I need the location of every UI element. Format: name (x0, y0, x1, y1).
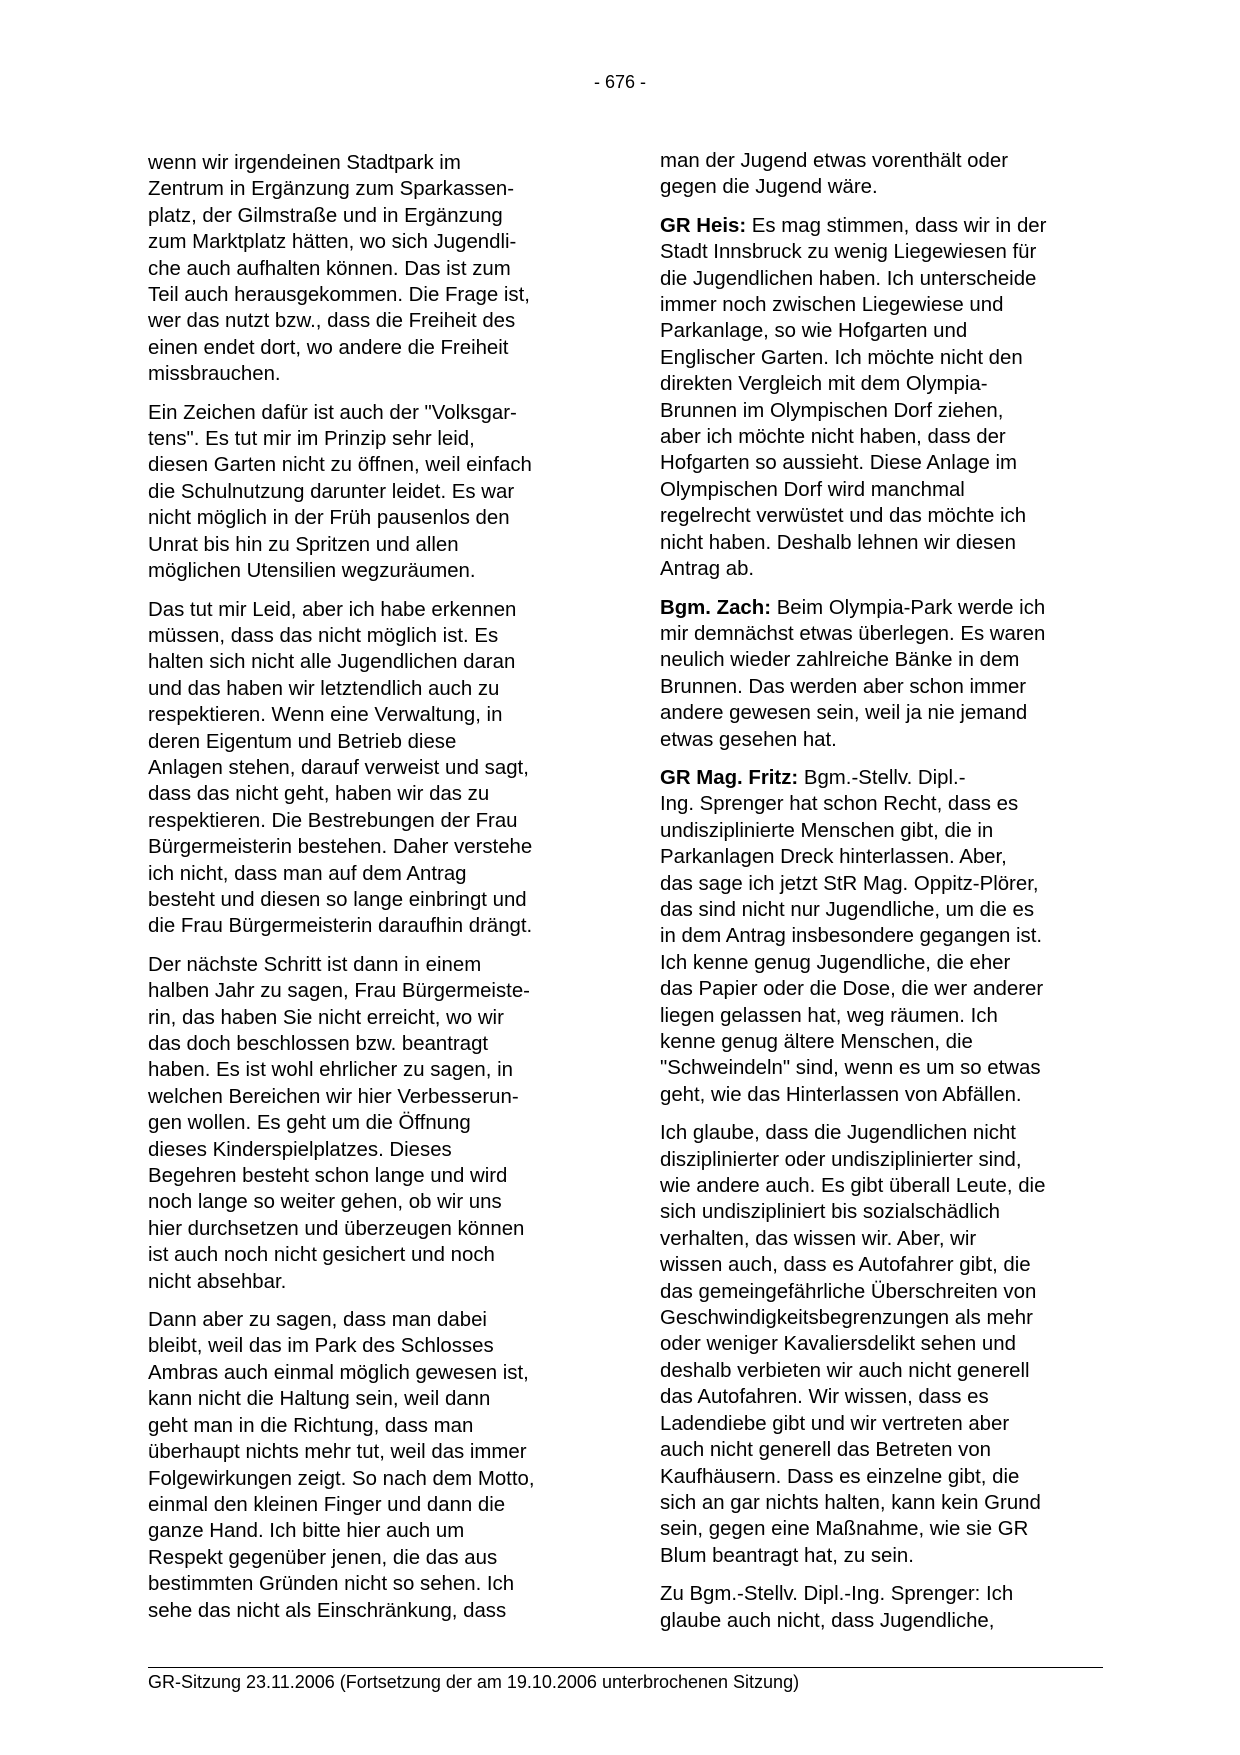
text-line: hier durchsetzen und überzeugen können (148, 1217, 525, 1240)
text-line: gegen die Jugend wäre. (660, 176, 878, 199)
text-line: die Schulnutzung darunter leidet. Es war (148, 480, 515, 503)
text-line: sich an gar nichts halten, kann kein Grund (660, 1491, 1041, 1514)
text-line: Brunnen. Das werden aber schon immer (660, 675, 1027, 698)
paragraph (148, 952, 593, 1295)
text-line: sein, gegen eine Maßnahme, wie sie GR (660, 1518, 1029, 1541)
text-line: wissen auch, dass es Autofahrer gibt, die (660, 1254, 1031, 1277)
text-line: etwas gesehen hat. (660, 728, 837, 751)
text-line: aber ich möchte nicht haben, dass der (660, 426, 1006, 449)
text-line: Kaufhäusern. Dass es einzelne gibt, die (660, 1465, 1020, 1488)
text-line: Respekt gegenüber jenen, die das aus (148, 1546, 498, 1569)
footer-text: GR-Sitzung 23.11.2006 (Fortsetzung der am 19.10.2006 unterbrochenen Sitzung) (148, 1672, 800, 1692)
text-line (660, 765, 1105, 791)
text-line: regelrecht verwüstet und das möchte ich (660, 505, 1027, 528)
speaker-name: GR Mag. Fritz: (660, 766, 799, 789)
text-line: Olympischen Dorf wird manchmal (660, 478, 965, 501)
text-line: haben. Es ist wohl ehrlicher zu sagen, in (148, 1059, 513, 1082)
text-line: respektieren. Wenn eine Verwaltung, in (148, 704, 503, 727)
text-line: Ing. Sprenger hat schon Recht, dass es (660, 793, 1019, 816)
footer-divider (148, 1667, 1103, 1668)
text-line: kenne genug ältere Menschen, die (660, 1031, 973, 1053)
text-line: rin, das haben Sie nicht erreicht, wo wir (148, 1006, 504, 1029)
text-line: ich nicht, dass man auf dem Antrag (148, 862, 467, 885)
text-line: diesen Garten nicht zu öffnen, weil einfach (148, 454, 532, 477)
paragraph (660, 1581, 1105, 1634)
text-line: das sage ich jetzt StR Mag. Oppitz-Plörer, (660, 872, 1039, 895)
text-line: Zentrum in Ergänzung zum Sparkassen- (148, 178, 515, 201)
page-number: - 676 - (593, 72, 647, 92)
text-line: kann nicht die Haltung sein, weil dann (148, 1388, 491, 1411)
text-line (660, 595, 1105, 621)
text-line: halten sich nicht alle Jugendlichen daran (148, 651, 516, 674)
text-line: nicht absehbar. (148, 1270, 287, 1293)
text-line: Dann aber zu sagen, dass man dabei (148, 1309, 487, 1332)
text-line: Zu Bgm.-Stellv. Dipl.-Ing. Sprenger: Ich (660, 1583, 1014, 1606)
text-line: wie andere auch. Es gibt überall Leute, die (660, 1175, 1046, 1198)
paragraph (148, 400, 593, 585)
text-line: dieses Kinderspielplatzes. Dieses (148, 1138, 452, 1161)
text-line: nicht haben. Deshalb lehnen wir diesen (660, 531, 1016, 554)
text-line: geht, wie das Hinterlassen von Abfällen. (660, 1083, 1022, 1106)
text-line: dass das nicht geht, haben wir das zu (148, 783, 490, 806)
text-line: halben Jahr zu sagen, Frau Bürgermeiste- (148, 980, 530, 1003)
text-line: Parkanlage, so wie Hofgarten und (660, 320, 968, 343)
text-line: sehe das nicht als Einschränkung, dass (148, 1599, 507, 1622)
text-line: nicht möglich in der Früh pausenlos den (148, 507, 510, 530)
text-line: immer noch zwischen Liegewiese und (660, 294, 1004, 317)
text-line: wer das nutzt bzw., dass die Freiheit des (148, 310, 516, 333)
text-line: Stadt Innsbruck zu wenig Liegewiesen für (660, 241, 1037, 264)
text-line: geht man in die Richtung, dass man (148, 1414, 474, 1437)
text-line: einen endet dort, wo andere die Freiheit (148, 336, 509, 359)
text-line: möglichen Utensilien wegzuräumen. (148, 560, 476, 583)
text-line: ist auch noch nicht gesichert und noch (148, 1244, 495, 1267)
text-line: neulich wieder zahlreiche Bänke in dem (660, 649, 1020, 672)
text-line: Englischer Garten. Ich möchte nicht den (660, 346, 1023, 369)
text-line: Anlagen stehen, darauf verweist und sagt, (148, 756, 529, 779)
text-line: liegen gelassen hat, weg räumen. Ich (660, 1004, 998, 1027)
text-line: platz, der Gilmstraße und in Ergänzung (148, 204, 503, 227)
text-line (660, 213, 1105, 239)
text-line: Ich glaube, dass die Jugendlichen nicht (660, 1122, 1016, 1145)
text-line: man der Jugend etwas vorenthält oder (660, 150, 1008, 172)
text-line: noch lange so weiter gehen, ob wir uns (148, 1191, 502, 1214)
text-line: wenn wir irgendeinen Stadtpark im (148, 152, 461, 174)
text-line: müssen, dass das nicht möglich ist. Es (148, 624, 499, 647)
text-line: Hofgarten so aussieht. Diese Anlage im (660, 452, 1018, 475)
text-line: andere gewesen sein, weil ja nie jemand (660, 702, 1028, 725)
text-line: Das tut mir Leid, aber ich habe erkennen (148, 598, 517, 621)
text-line: in dem Antrag insbesondere gegangen ist. (660, 925, 1043, 948)
text-line: das Papier oder die Dose, die wer anderer (660, 978, 1044, 1001)
text-line: "Schweindeln" sind, wenn es um so etwas (660, 1057, 1041, 1080)
text-line: welchen Bereichen wir hier Verbesserun- (148, 1085, 519, 1108)
paragraph (148, 597, 593, 940)
text-line: ganze Hand. Ich bitte hier auch um (148, 1520, 465, 1543)
text-line: che auch aufhalten können. Das ist zum (148, 257, 511, 280)
text-line: tens". Es tut mir im Prinzip sehr leid, (148, 428, 475, 451)
text-line: bleibt, weil das im Park des Schlosses (148, 1335, 494, 1358)
text-line: einmal den kleinen Finger und dann die (148, 1493, 506, 1516)
paragraph (660, 765, 1105, 1108)
text-line: Geschwindigkeitsbegrenzungen als mehr (660, 1307, 1033, 1330)
text-line: Ambras auch einmal möglich gewesen ist, (148, 1361, 529, 1384)
text-line: respektieren. Die Bestrebungen der Frau (148, 809, 518, 832)
text-line: Parkanlagen Dreck hinterlassen. Aber, (660, 846, 1007, 869)
text-fragment: Beim Olympia-Park werde ich (771, 596, 1046, 619)
text-line: Ladendiebe gibt und wir vertreten aber (660, 1412, 1010, 1435)
paragraph (660, 148, 1105, 201)
paragraph (660, 1120, 1105, 1569)
text-line: Ein Zeichen dafür ist auch der "Volksgar- (148, 401, 517, 424)
text-line: Blum beantragt hat, zu sein. (660, 1544, 914, 1567)
text-line: Ich kenne genug Jugendliche, die eher (660, 951, 1011, 974)
text-line: das gemeingefährliche Überschreiten von (660, 1280, 1037, 1303)
text-line: zum Marktplatz hätten, wo sich Jugendli- (148, 231, 517, 254)
text-line: deren Eigentum und Betrieb diese (148, 730, 457, 753)
paragraph (148, 150, 593, 388)
speaker-name: GR Heis: (660, 214, 747, 237)
text-line: besteht und diesen so lange einbringt und (148, 888, 527, 911)
text-line: oder weniger Kavaliersdelikt sehen und (660, 1333, 1016, 1356)
text-line: Brunnen im Olympischen Dorf ziehen, (660, 399, 1004, 422)
text-fragment: Bgm.-Stellv. Dipl.- (798, 766, 966, 789)
text-line: Antrag ab. (660, 558, 755, 581)
text-line: Folgewirkungen zeigt. So nach dem Motto, (148, 1467, 535, 1490)
text-line: deshalb verbieten wir auch nicht generell (660, 1359, 1030, 1382)
text-line: und das haben wir letztendlich auch zu (148, 677, 500, 700)
text-line: auch nicht generell das Betreten von (660, 1439, 991, 1462)
text-line: Der nächste Schritt ist dann in einem (148, 953, 482, 976)
text-line: das doch beschlossen bzw. beantragt (148, 1033, 489, 1055)
text-line: glaube auch nicht, dass Jugendliche, (660, 1609, 995, 1632)
text-line: undisziplinierte Menschen gibt, die in (660, 819, 994, 842)
text-line: Begehren besteht schon lange und wird (148, 1165, 508, 1188)
text-line: überhaupt nichts mehr tut, weil das immer (148, 1441, 527, 1464)
text-line: sich undiszipliniert bis sozialschädlich (660, 1201, 1000, 1224)
speaker-name: Bgm. Zach: (660, 596, 772, 619)
text-line: disziplinierter oder undisziplinierter sind, (660, 1148, 1022, 1171)
text-line: gen wollen. Es geht um die Öffnung (148, 1112, 471, 1135)
right-column (660, 148, 1105, 1646)
text-line: verhalten, das wissen wir. Aber, wir (660, 1227, 977, 1250)
text-line: die Frau Bürgermeisterin daraufhin drängt. (148, 915, 533, 938)
text-fragment: Es mag stimmen, dass wir in der (746, 214, 1047, 237)
text-line: direkten Vergleich mit dem Olympia- (660, 373, 988, 396)
text-line: Teil auch herausgekommen. Die Frage ist, (148, 284, 530, 307)
text-line: missbrauchen. (148, 363, 281, 386)
text-line: mir demnächst etwas überlegen. Es waren (660, 622, 1046, 645)
paragraph (148, 1307, 593, 1624)
text-line: Bürgermeisterin bestehen. Daher verstehe (148, 836, 533, 859)
text-line: bestimmten Gründen nicht so sehen. Ich (148, 1573, 515, 1596)
left-column (148, 150, 593, 1636)
text-line: das sind nicht nur Jugendliche, um die es (660, 898, 1035, 921)
paragraph (660, 595, 1105, 753)
text-line: die Jugendlichen haben. Ich unterscheide (660, 267, 1037, 290)
text-line: das Autofahren. Wir wissen, dass es (660, 1386, 989, 1409)
paragraph (660, 213, 1105, 583)
text-line: Unrat bis hin zu Spritzen und allen (148, 533, 459, 556)
